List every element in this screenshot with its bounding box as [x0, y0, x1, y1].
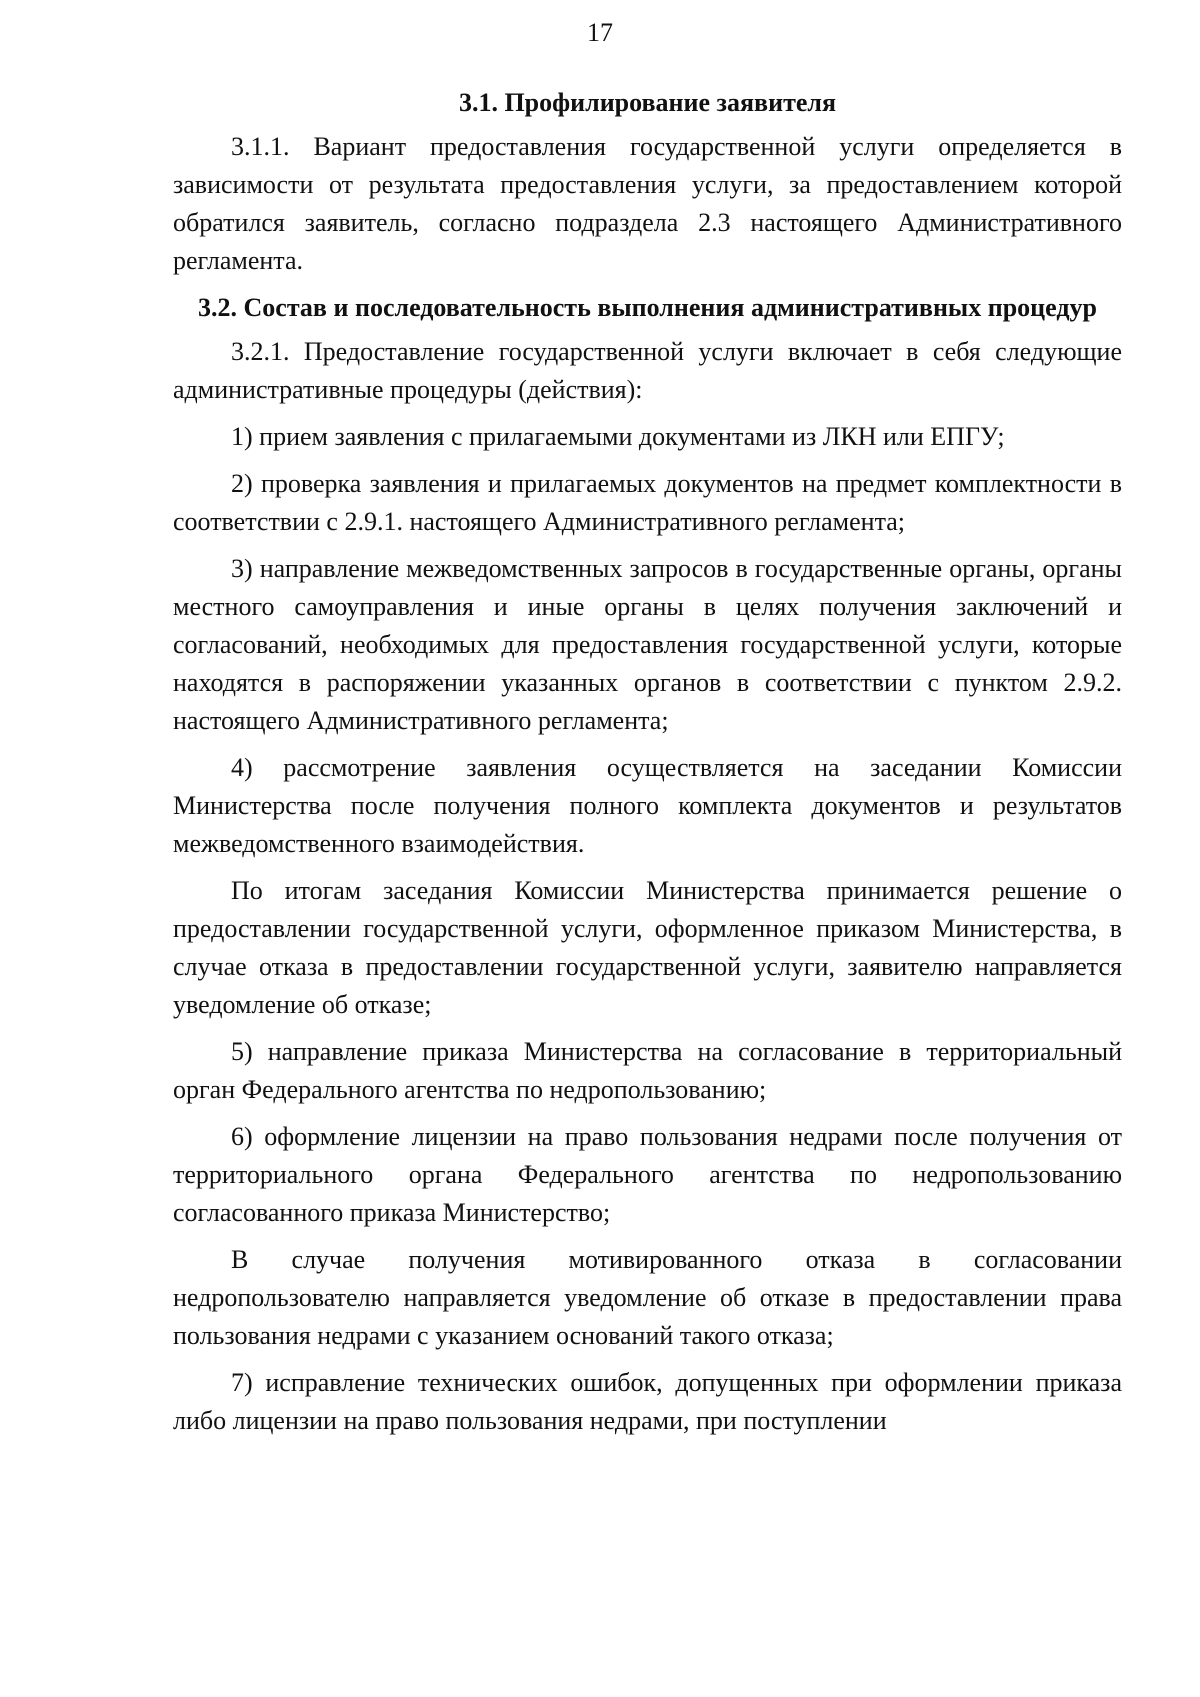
- section-heading-3-2: 3.2. Состав и последовательность выполнения административных процедур: [198, 293, 1097, 322]
- paragraph-refusal-case: В случае получения мотивированного отказа в согласовании недропользователю направляется уведомление об отказе в предоставлении права пользования недрами с указанием оснований такого отказа;: [173, 1245, 1122, 1350]
- list-item-4: 4) рассмотрение заявления осуществляется на заседании Комиссии Министерства после получения полного комплекта документов и результатов межведомственного взаимодействия.: [173, 753, 1122, 858]
- paragraph-3-2-1: 3.2.1. Предоставление государственной услуги включает в себя следующие административные процедуры (действия):: [173, 337, 1122, 404]
- list-item-2: 2) проверка заявления и прилагаемых документов на предмет комплектности в соответствии с 2.9.1. настоящего Административного регламента;: [173, 469, 1122, 536]
- page-number: 17: [587, 18, 613, 47]
- list-item-6: 6) оформление лицензии на право пользования недрами после получения от территориального органа Федерального агентства по недропользованию согласованного приказа Министерство;: [173, 1122, 1122, 1227]
- list-item-5: 5) направление приказа Министерства на согласование в территориальный орган Федерального агентства по недропользованию;: [173, 1037, 1122, 1104]
- list-item-1: 1) прием заявления с прилагаемыми документами из ЛКН или ЕПГУ;: [231, 422, 1005, 451]
- list-item-7: 7) исправление технических ошибок, допущенных при оформлении приказа либо лицензии на право пользования недрами, при поступлении: [173, 1368, 1122, 1435]
- section-heading-3-1: 3.1. Профилирование заявителя: [458, 88, 837, 117]
- document-body: [173, 84, 1122, 1449]
- paragraph-commission-decision: По итогам заседания Комиссии Министерства принимается решение о предоставлении государственной услуги, оформленное приказом Министерства, в случае отказа в предоставлении государственной услуги, заявителю направляется уведомление об отказе;: [173, 876, 1122, 1019]
- paragraph-3-1-1: 3.1.1. Вариант предоставления государственной услуги определяется в зависимости от результата предоставления услуги, за предоставлением которой обратился заявитель, согласно подраздела 2.3 настоящего Административного регламента.: [173, 132, 1122, 275]
- list-item-3: 3) направление межведомственных запросов в государственные органы, органы местного самоуправления и иные органы в целях получения заключений и согласований, необходимых для предоставления государственной услуги, которые находятся в распоряжении указанных органов в соответствии с пунктом 2.9.2. настоящего Административного регламента;: [173, 554, 1122, 735]
